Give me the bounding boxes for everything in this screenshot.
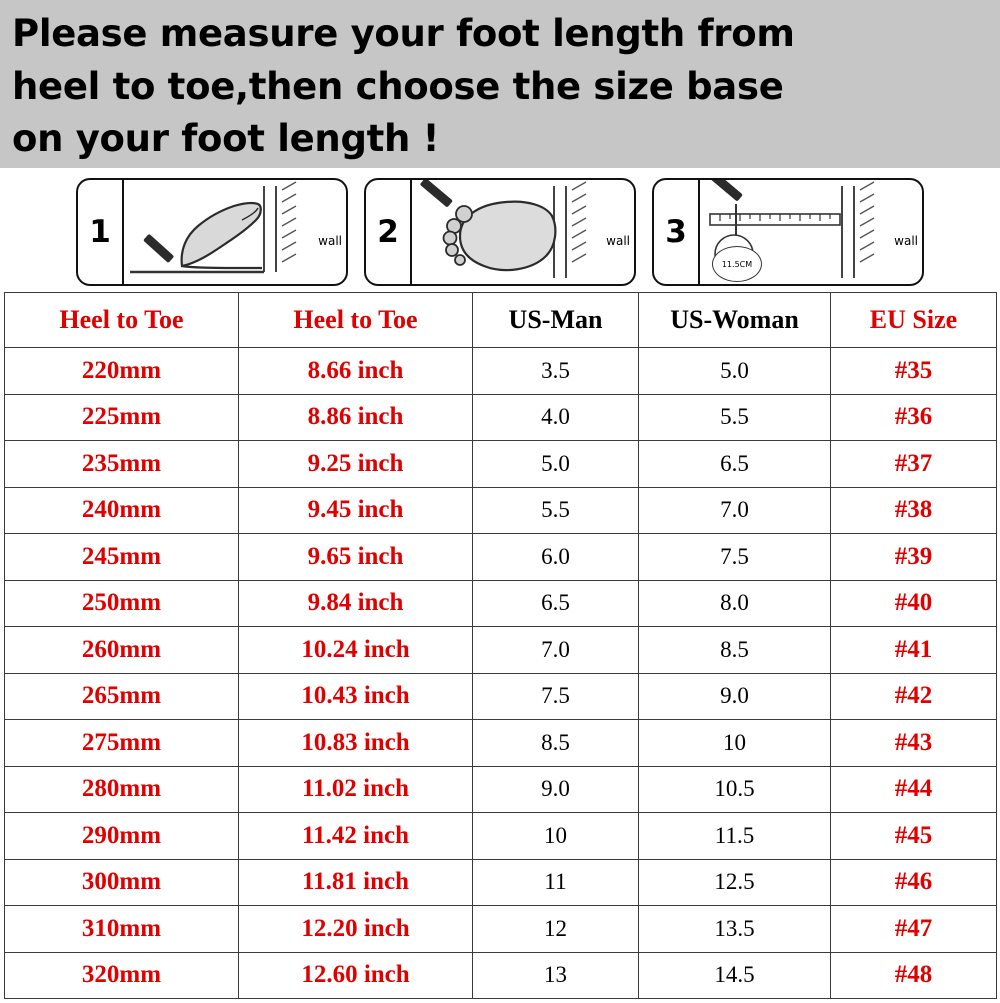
size-table xyxy=(4,292,997,999)
table-row xyxy=(5,906,997,953)
cell-us-man: 13 xyxy=(473,952,639,999)
cell-inch: 9.45 inch xyxy=(239,487,473,534)
cell-eu: #44 xyxy=(831,766,997,813)
cell-eu: #36 xyxy=(831,394,997,441)
size-table-wrap xyxy=(0,292,1000,1003)
cell-us-woman: 5.0 xyxy=(639,348,831,395)
table-body xyxy=(5,348,997,999)
column-header-eu-size: EU Size xyxy=(831,293,997,348)
cell-us-woman: 13.5 xyxy=(639,906,831,953)
instruction-banner xyxy=(0,0,1000,168)
step-illustration-2 xyxy=(412,180,634,284)
table-row xyxy=(5,859,997,906)
column-header-heel-to-toe-mm: Heel to Toe xyxy=(5,293,239,348)
cell-inch: 9.25 inch xyxy=(239,441,473,488)
cell-mm: 310mm xyxy=(5,906,239,953)
cell-inch: 11.42 inch xyxy=(239,813,473,860)
cell-inch: 8.86 inch xyxy=(239,394,473,441)
foot-side-view-icon xyxy=(124,180,348,286)
cell-inch: 11.81 inch xyxy=(239,859,473,906)
cell-eu: #39 xyxy=(831,534,997,581)
cell-mm: 220mm xyxy=(5,348,239,395)
cell-us-man: 9.0 xyxy=(473,766,639,813)
cell-us-woman: 14.5 xyxy=(639,952,831,999)
column-header-heel-to-toe-inch: Heel to Toe xyxy=(239,293,473,348)
wall-label-2: wall xyxy=(606,234,630,248)
cell-us-man: 3.5 xyxy=(473,348,639,395)
table-row xyxy=(5,627,997,674)
step-number-2: 2 xyxy=(366,180,412,284)
table-row xyxy=(5,813,997,860)
cell-mm: 225mm xyxy=(5,394,239,441)
cell-mm: 320mm xyxy=(5,952,239,999)
cell-mm: 250mm xyxy=(5,580,239,627)
cell-eu: #46 xyxy=(831,859,997,906)
cell-inch: 8.66 inch xyxy=(239,348,473,395)
cell-inch: 12.60 inch xyxy=(239,952,473,999)
cell-mm: 240mm xyxy=(5,487,239,534)
step-illustration-3 xyxy=(700,180,922,284)
cell-eu: #47 xyxy=(831,906,997,953)
column-header-us-woman: US-Woman xyxy=(639,293,831,348)
cell-us-man: 7.0 xyxy=(473,627,639,674)
cell-eu: #43 xyxy=(831,720,997,767)
table-header xyxy=(5,293,997,348)
step-illustration-1 xyxy=(124,180,346,284)
cell-us-woman: 8.0 xyxy=(639,580,831,627)
instruction-line-1: Please measure your foot length from xyxy=(12,12,795,55)
table-row xyxy=(5,348,997,395)
table-header-row xyxy=(5,293,997,348)
cell-inch: 12.20 inch xyxy=(239,906,473,953)
cell-us-woman: 6.5 xyxy=(639,441,831,488)
cell-us-man: 12 xyxy=(473,906,639,953)
column-header-us-man: US-Man xyxy=(473,293,639,348)
cell-mm: 275mm xyxy=(5,720,239,767)
table-row xyxy=(5,580,997,627)
step-card-1 xyxy=(76,178,348,286)
cell-us-man: 11 xyxy=(473,859,639,906)
table-row xyxy=(5,441,997,488)
cell-mm: 265mm xyxy=(5,673,239,720)
cell-us-woman: 12.5 xyxy=(639,859,831,906)
cell-us-man: 7.5 xyxy=(473,673,639,720)
cell-us-man: 4.0 xyxy=(473,394,639,441)
cell-us-woman: 11.5 xyxy=(639,813,831,860)
cell-us-man: 6.0 xyxy=(473,534,639,581)
cell-inch: 10.24 inch xyxy=(239,627,473,674)
cell-mm: 235mm xyxy=(5,441,239,488)
table-row xyxy=(5,673,997,720)
table-row xyxy=(5,534,997,581)
cell-inch: 11.02 inch xyxy=(239,766,473,813)
cell-inch: 9.65 inch xyxy=(239,534,473,581)
foot-top-view-icon xyxy=(412,180,636,286)
cell-mm: 300mm xyxy=(5,859,239,906)
table-row xyxy=(5,766,997,813)
cell-eu: #35 xyxy=(831,348,997,395)
cell-eu: #42 xyxy=(831,673,997,720)
measurement-value: 11.5CM xyxy=(712,246,762,282)
cell-eu: #41 xyxy=(831,627,997,674)
cell-mm: 245mm xyxy=(5,534,239,581)
cell-us-man: 6.5 xyxy=(473,580,639,627)
cell-eu: #40 xyxy=(831,580,997,627)
cell-inch: 10.43 inch xyxy=(239,673,473,720)
cell-mm: 280mm xyxy=(5,766,239,813)
step-number-1: 1 xyxy=(78,180,124,284)
cell-us-woman: 7.0 xyxy=(639,487,831,534)
cell-inch: 9.84 inch xyxy=(239,580,473,627)
cell-us-man: 10 xyxy=(473,813,639,860)
cell-us-man: 8.5 xyxy=(473,720,639,767)
step-number-3: 3 xyxy=(654,180,700,284)
step-diagrams xyxy=(0,168,1000,292)
wall-label-1: wall xyxy=(318,234,342,248)
cell-eu: #38 xyxy=(831,487,997,534)
wall-label-3: wall xyxy=(894,234,918,248)
cell-us-woman: 7.5 xyxy=(639,534,831,581)
instruction-line-3: on your foot length ! xyxy=(12,117,440,161)
cell-mm: 260mm xyxy=(5,627,239,674)
cell-us-woman: 10 xyxy=(639,720,831,767)
instruction-line-2: heel to toe,then choose the size base xyxy=(12,64,784,108)
cell-us-woman: 5.5 xyxy=(639,394,831,441)
table-row xyxy=(5,720,997,767)
table-row xyxy=(5,952,997,999)
cell-us-man: 5.0 xyxy=(473,441,639,488)
step-card-3 xyxy=(652,178,924,286)
cell-eu: #37 xyxy=(831,441,997,488)
cell-eu: #48 xyxy=(831,952,997,999)
cell-us-woman: 9.0 xyxy=(639,673,831,720)
step-card-2 xyxy=(364,178,636,286)
cell-us-woman: 10.5 xyxy=(639,766,831,813)
cell-inch: 10.83 inch xyxy=(239,720,473,767)
table-row xyxy=(5,394,997,441)
cell-mm: 290mm xyxy=(5,813,239,860)
table-row xyxy=(5,487,997,534)
cell-us-man: 5.5 xyxy=(473,487,639,534)
cell-us-woman: 8.5 xyxy=(639,627,831,674)
cell-eu: #45 xyxy=(831,813,997,860)
